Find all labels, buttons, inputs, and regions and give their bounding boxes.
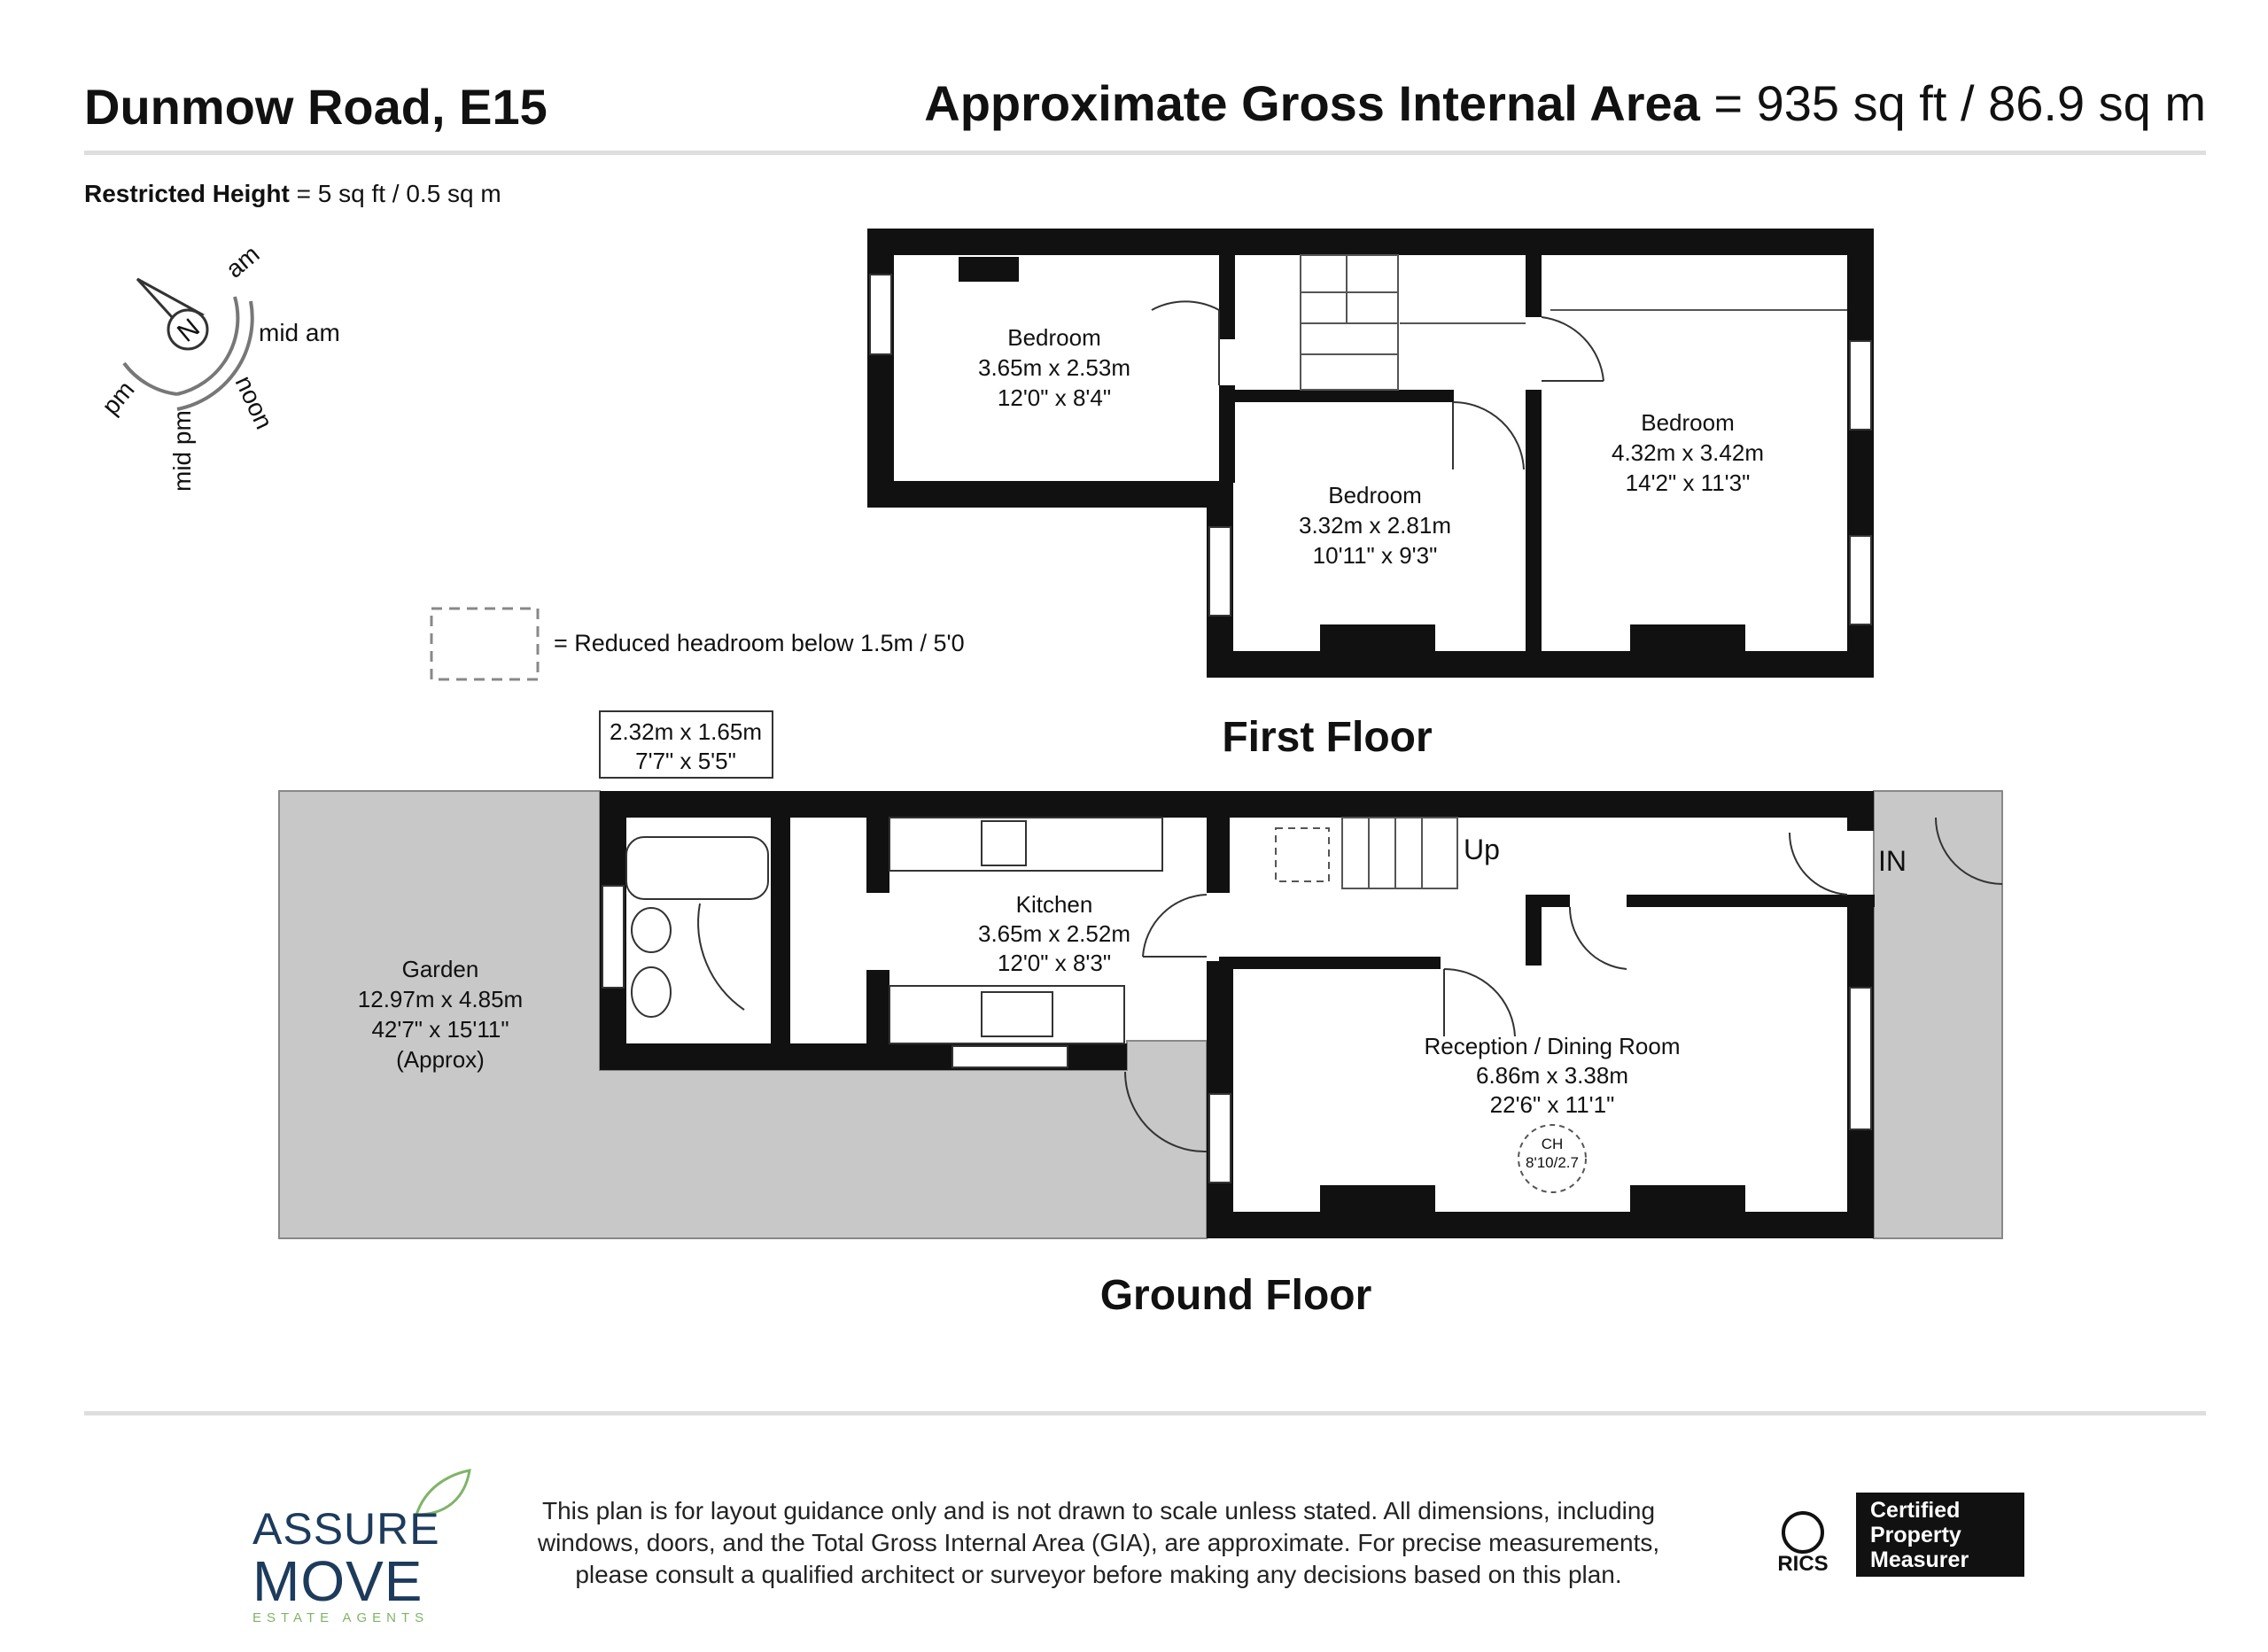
property-address: Dunmow Road, E15 bbox=[84, 79, 548, 135]
room-note: (Approx) bbox=[396, 1046, 485, 1073]
room-name: Reception / Dining Room bbox=[1424, 1033, 1681, 1059]
cert-line-3: Measurer bbox=[1870, 1547, 1969, 1572]
room-name: Bedroom bbox=[1007, 324, 1101, 351]
compass-pm: pm bbox=[96, 376, 140, 420]
legend-swatch bbox=[431, 609, 538, 679]
disclaimer bbox=[523, 1495, 1674, 1591]
entrance-label: IN bbox=[1878, 845, 1907, 877]
cert-line-1: Certified bbox=[1870, 1498, 1961, 1523]
kitchen-label bbox=[978, 891, 1130, 976]
room-metric: 6.86m x 3.38m bbox=[1476, 1062, 1628, 1089]
compass-am: am bbox=[220, 239, 265, 283]
compass-mid-am: mid am bbox=[259, 319, 340, 346]
compass-north: N bbox=[172, 313, 206, 348]
first-floor-bedroom-1 bbox=[978, 324, 1130, 411]
room-imperial: 14'2" x 11'3" bbox=[1625, 469, 1751, 496]
certified-measurer-badge bbox=[1856, 1493, 2024, 1577]
stairs-up-label: Up bbox=[1464, 834, 1500, 865]
compass-mid-pm: mid pm bbox=[168, 410, 196, 492]
rics-crest-icon bbox=[1783, 1513, 1822, 1552]
first-floor-bedroom-2 bbox=[1299, 482, 1451, 569]
room-name: Kitchen bbox=[1015, 891, 1093, 918]
room-metric: 12.97m x 4.85m bbox=[357, 986, 524, 1012]
room-imperial: 22'6" x 11'1" bbox=[1489, 1091, 1615, 1118]
first-floor-bedroom-3 bbox=[1612, 409, 1764, 496]
room-metric: 4.32m x 3.42m bbox=[1612, 439, 1764, 466]
room-imperial: 10'11" x 9'3" bbox=[1312, 542, 1438, 569]
compass-noon: noon bbox=[229, 371, 278, 433]
restricted-label: Restricted Height bbox=[84, 180, 290, 207]
rics-wordmark: RICS bbox=[1777, 1552, 1829, 1576]
brand-line-2: MOVE bbox=[252, 1549, 423, 1613]
room-name: Bedroom bbox=[1328, 482, 1422, 508]
ceiling-height-marker bbox=[1518, 1125, 1586, 1192]
brand-line-3: ESTATE AGENTS bbox=[252, 1610, 430, 1625]
brand-line-1: ASSURE bbox=[252, 1504, 440, 1554]
gia-value: = 935 sq ft / 86.9 sq m bbox=[1713, 75, 2206, 131]
gia-label: Approximate Gross Internal Area bbox=[924, 75, 1700, 131]
first-floor-label: First Floor bbox=[1222, 714, 1433, 761]
compass-icon bbox=[97, 240, 340, 492]
room-metric: 3.65m x 2.53m bbox=[978, 354, 1130, 381]
room-metric: 3.32m x 2.81m bbox=[1299, 512, 1451, 539]
room-imperial: 12'0" x 8'4" bbox=[997, 384, 1112, 411]
disclaimer-line: This plan is for layout guidance only and is not drawn to scale unless stated. All dimensions, including bbox=[541, 1497, 1656, 1524]
footer-divider bbox=[84, 1411, 2206, 1415]
room-imperial: 12'0" x 8'3" bbox=[997, 950, 1112, 976]
restricted-value: = 5 sq ft / 0.5 sq m bbox=[296, 180, 501, 207]
ceiling-value: 8'10/2.7 bbox=[1526, 1154, 1579, 1171]
bathroom-metric: 2.32m x 1.65m bbox=[610, 718, 762, 745]
room-name: Bedroom bbox=[1641, 409, 1735, 436]
ceiling-ch: CH bbox=[1541, 1136, 1564, 1152]
room-imperial: 42'7" x 15'11" bbox=[371, 1016, 509, 1043]
disclaimer-line: please consult a qualified architect or surveyor before making any decisions based on this plan. bbox=[575, 1561, 1622, 1588]
bathroom-imperial: 7'7" x 5'5" bbox=[635, 748, 736, 774]
disclaimer-line: windows, doors, and the Total Gross Internal Area (GIA), are approximate. For precise measurements, bbox=[537, 1529, 1660, 1556]
reception-label bbox=[1424, 1033, 1680, 1118]
cert-line-2: Property bbox=[1870, 1523, 1961, 1547]
room-metric: 3.65m x 2.52m bbox=[978, 920, 1130, 947]
room-name: Garden bbox=[401, 956, 479, 982]
legend-text: = Reduced headroom below 1.5m / 5'0 bbox=[554, 630, 965, 656]
brand-logo bbox=[252, 1506, 447, 1625]
ground-floor-label: Ground Floor bbox=[1099, 1272, 1372, 1319]
